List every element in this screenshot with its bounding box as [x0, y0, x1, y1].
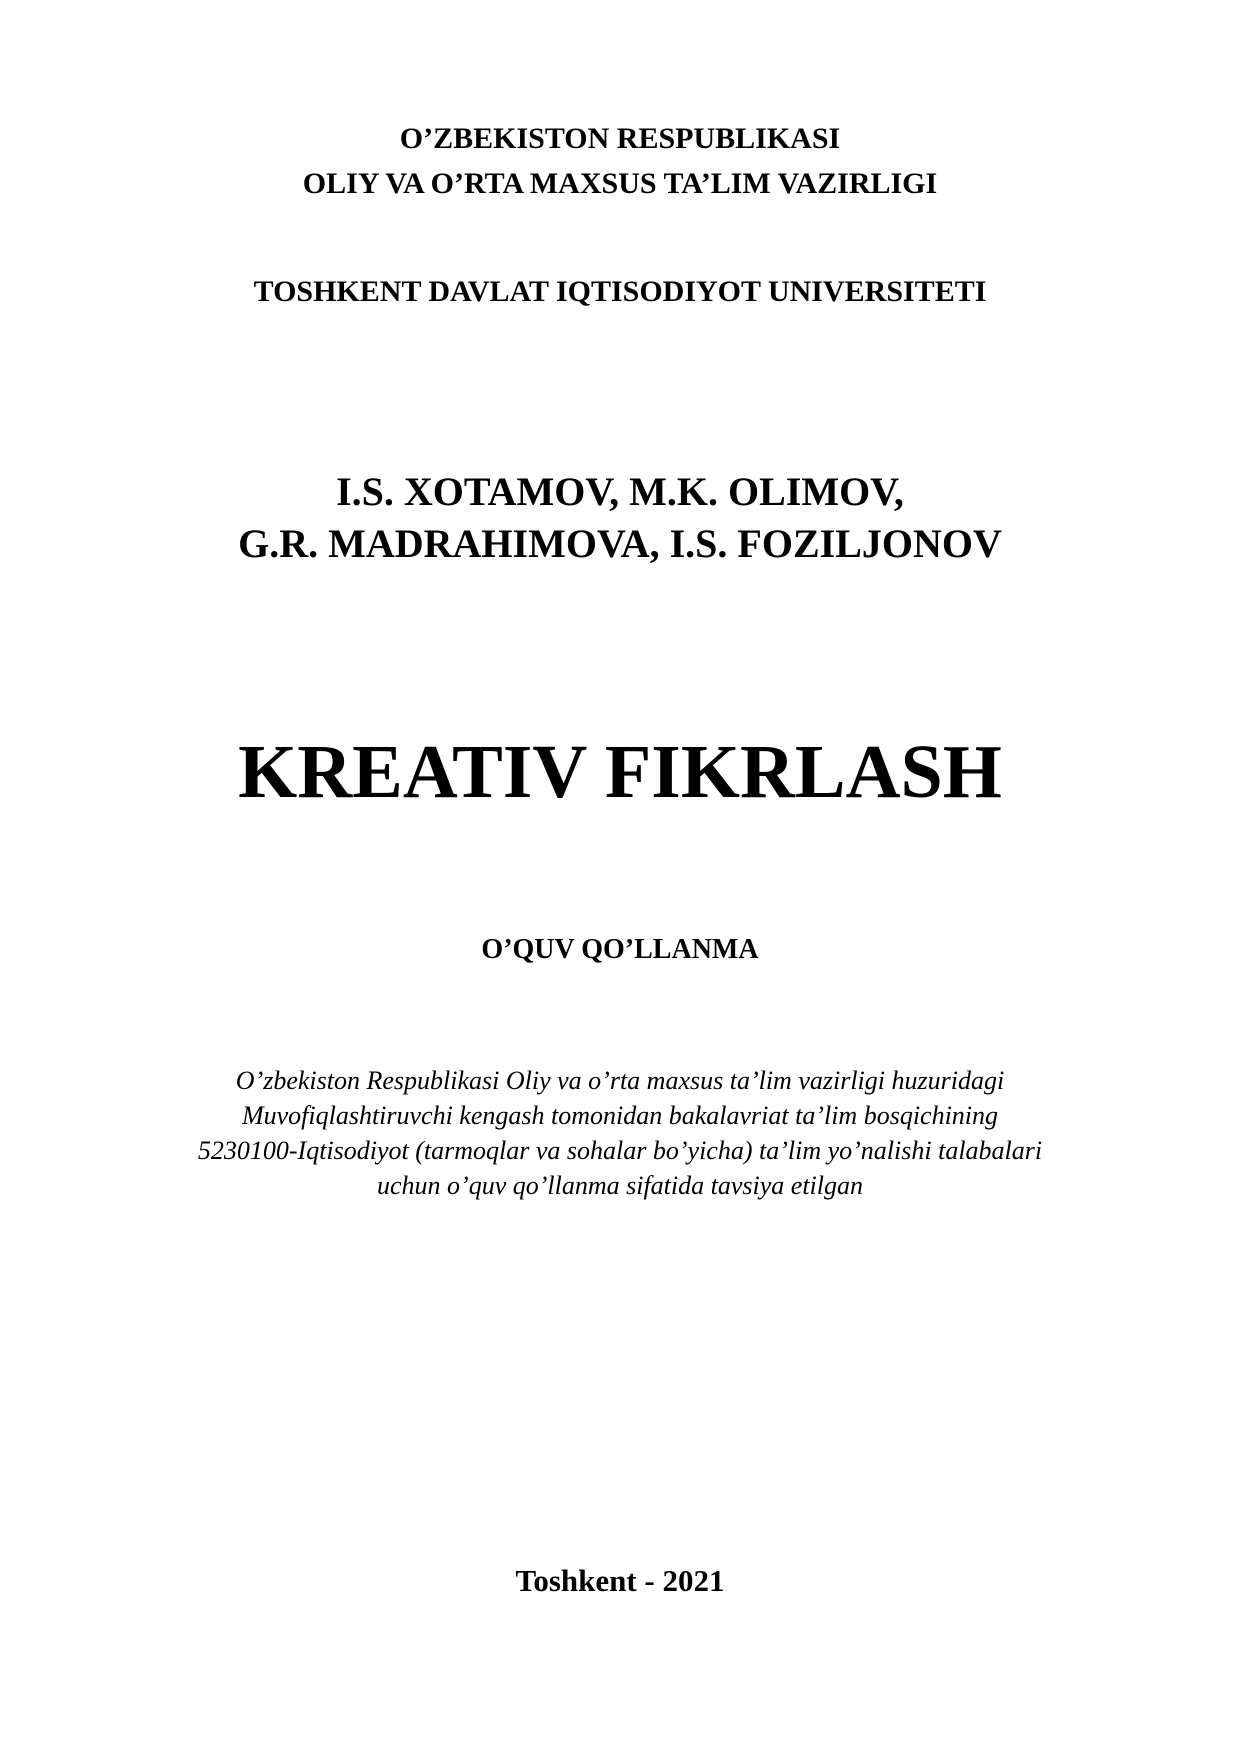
recommendation-line: O’zbekiston Respublikasi Oliy va o’rta maxsus ta’lim vazirligi huzuridagi	[235, 1066, 1005, 1095]
authors-line-1: I.S. XOTAMOV, M.K. OLIMOV,	[336, 469, 904, 514]
country-heading: O’ZBEKISTON RESPUBLIKASI	[399, 122, 841, 155]
book-title: KREATIV FIKRLASH	[238, 730, 1002, 814]
recommendation-line: uchun o’quv qo’llanma sifatida tavsiya etilgan	[377, 1171, 863, 1200]
university-heading: TOSHKENT DAVLAT IQTISODIYOT UNIVERSITETI	[253, 275, 987, 308]
book-subtitle: O’QUV QO’LLANMA	[481, 934, 759, 965]
recommendation-line: 5230100-Iqtisodiyot (tarmoqlar va sohalar bo’yicha) ta’lim yo’nalishi talabalari	[197, 1136, 1043, 1165]
ministry-heading: OLIY VA O’RTA MAXSUS TA’LIM VAZIRLIGI	[302, 167, 938, 200]
authors-line-2: G.R. MADRAHIMOVA, I.S. FOZILJONOV	[238, 521, 1002, 566]
place-year: Toshkent - 2021	[515, 1563, 725, 1598]
recommendation-line: Muvofiqlashtiruvchi kengash tomonidan bakalavriat ta’lim bosqichining	[241, 1101, 999, 1130]
